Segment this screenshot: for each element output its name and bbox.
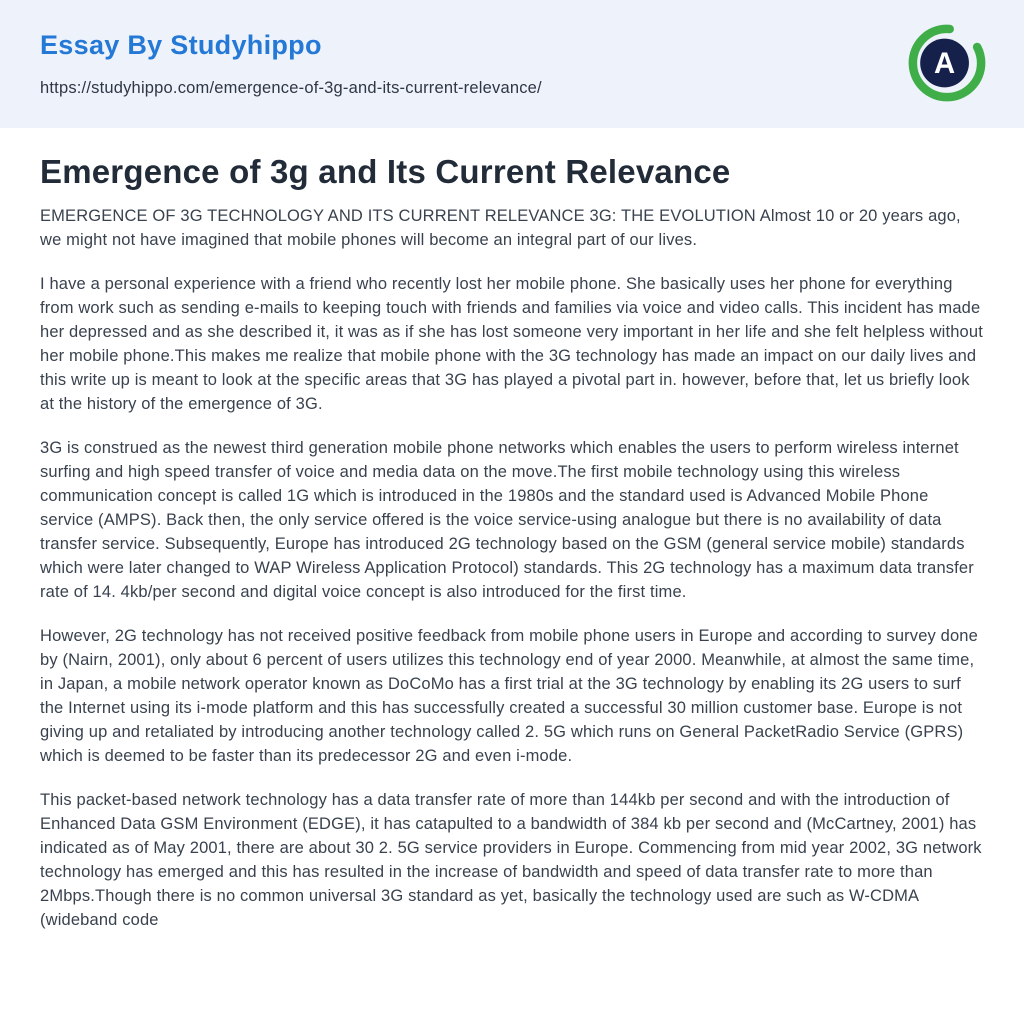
paragraph: 3G is construed as the newest third generation mobile phone networks which enables the users to perform wireless internet surfing and high speed transfer of voice and media data on the move.The first mobile technology using this wireless communication concept is called 1G which is introduced in the 1980s and the standard used is Advanced Mobile Phone service (AMPS). Back then, the only service offered is the voice service-using analogue but there is no availability of data transfer service. Subsequently, Europe has introduced 2G technology based on the GSM (general service mobile) standards which were later changed to WAP Wireless Application Protocol) standards. This 2G technology has a maximum data transfer rate of 14. 4kb/per second and digital voice concept is also introduced for the first time. bbox=[40, 438, 974, 601]
site-title-link[interactable]: Essay By Studyhippo bbox=[40, 30, 322, 60]
article-body bbox=[40, 204, 984, 932]
studyhippo-logo bbox=[908, 24, 986, 102]
site-header bbox=[0, 0, 1024, 128]
logo-letter: A bbox=[934, 47, 956, 80]
paragraph: This packet-based network technology has a data transfer rate of more than 144kb per second and with the introduction of Enhanced Data GSM Environment (EDGE), it has catapulted to a bandwidth of 384 kb per second and (McCartney, 2001) has indicated as of May 2001, there are about 30 2. 5G service providers in Europe. Commencing from mid year 2002, 3G network technology has emerged and this has resulted in the increase of bandwidth and speed of data transfer rate to more than 2Mbps.Though there is no common universal 3G standard as yet, basically the technology used are such as W-CDMA (wideband code bbox=[40, 790, 982, 929]
article-content bbox=[0, 128, 1024, 982]
source-url-link[interactable]: https://studyhippo.com/emergence-of-3g-and-its-current-relevance/ bbox=[40, 79, 542, 97]
paragraph: However, 2G technology has not received positive feedback from mobile phone users in Europe and according to survey done by (Nairn, 2001), only about 6 percent of users utilizes this technology end of year 2000. Meanwhile, at almost the same time, in Japan, a mobile network operator known as DoCoMo has a first trial at the 3G technology by enabling its 2G users to surf the Internet using its i-mode platform and this has successfully created a successful 30 million customer base. Europe is not giving up and retaliated by introducing another technology called 2. 5G which runs on General PacketRadio Service (GPRS) which is deemed to be faster than its predecessor 2G and even i-mode. bbox=[40, 626, 978, 765]
paragraph: I have a personal experience with a friend who recently lost her mobile phone. She basically uses her phone for everything from work such as sending e-mails to keeping touch with friends and families via voice and video calls. This incident has made her depressed and as she described it, it was as if she has lost someone very important in her life and she felt helpless without her mobile phone.This makes me realize that mobile phone with the 3G technology has made an impact on our daily lives and this write up is meant to look at the specific areas that 3G has played a pivotal part in. however, before that, let us briefly look at the history of the emergence of 3G. bbox=[40, 274, 983, 413]
studyhippo-logo-icon bbox=[908, 24, 986, 102]
article-title: Emergence of 3g and Its Current Relevance bbox=[40, 153, 731, 190]
paragraph: EMERGENCE OF 3G TECHNOLOGY AND ITS CURRENT RELEVANCE 3G: THE EVOLUTION Almost 10 or 20 years ago, we might not have imagined that mobile phones will become an integral part of our lives. bbox=[40, 206, 961, 249]
